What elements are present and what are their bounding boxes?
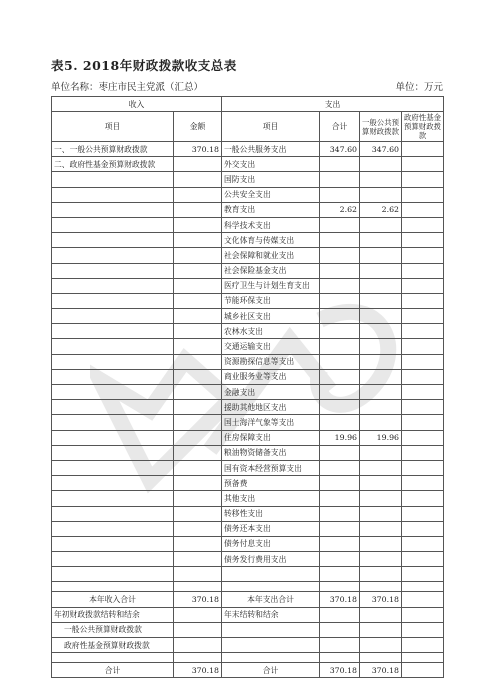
cell-in-amt [174,293,222,308]
income-header: 收入 [52,97,222,112]
empty-cell [360,653,402,663]
cell-out-gen [360,263,402,278]
year-income-total-label: 本年收入合计 [52,592,174,607]
cell-out-fund [402,172,444,187]
cell-out-gen [360,536,402,551]
cell-in-amt [174,172,222,187]
empty-cell [360,567,402,582]
empty-cell [222,582,320,592]
cell-out-gen [360,233,402,248]
table-row [52,278,444,293]
cell-in-item [52,476,174,491]
cell-out-total [320,491,360,506]
cell-out-item: 金融支出 [222,385,320,400]
cell-out-total [320,445,360,460]
cell-out-gen [360,506,402,521]
cell-out-fund [402,324,444,339]
cell-out-total [320,187,360,202]
cell-out-gen [360,385,402,400]
cell-in-amt [174,521,222,536]
cell-in-item [52,278,174,293]
summary-row [52,592,444,607]
empty-cell [360,582,402,592]
empty-cell [320,607,360,622]
cell-out-fund [402,415,444,430]
cell-in-item [52,339,174,354]
table-row [52,187,444,202]
cell-out-item: 一般公共服务支出 [222,142,320,157]
cell-in-item [52,430,174,445]
cell-out-item: 医疗卫生与计划生育支出 [222,278,320,293]
cell-in-item [52,233,174,248]
cell-out-fund [402,217,444,232]
year-expense-total-label: 本年支出合计 [222,592,320,607]
summary-row [52,567,444,582]
cell-out-total [320,263,360,278]
cell-in-amt [174,552,222,567]
cell-out-item: 外交支出 [222,157,320,172]
cell-in-amt [174,339,222,354]
cell-out-item: 住房保障支出 [222,430,320,445]
empty-cell [402,567,444,582]
cell-out-total [320,400,360,415]
cell-out-gen [360,445,402,460]
cell-out-item: 援助其他地区支出 [222,400,320,415]
cell-out-item: 社会保障和就业支出 [222,248,320,263]
cell-out-item: 交通运输支出 [222,339,320,354]
cell-out-item: 国防支出 [222,172,320,187]
unit-label: 单位：万元 [395,82,443,93]
cell-in-amt [174,476,222,491]
table-row [52,248,444,263]
spacer-row [52,653,444,663]
cell-out-fund [402,202,444,217]
cell-in-item: 二、政府性基金预算财政拨款 [52,157,174,172]
cell-in-item [52,521,174,536]
empty-cell [360,622,402,637]
cell-in-item [52,445,174,460]
cell-out-gen [360,491,402,506]
cell-in-item [52,172,174,187]
table-row [52,491,444,506]
cell-out-total [320,415,360,430]
cell-out-gen [360,278,402,293]
cell-in-amt: 370.18 [174,142,222,157]
cell-in-amt [174,415,222,430]
empty-cell [402,638,444,653]
cell-out-total [320,324,360,339]
empty-cell [320,567,360,582]
cell-in-item [52,217,174,232]
cell-out-item: 公共安全支出 [222,187,320,202]
cell-in-item [52,293,174,308]
cell-out-fund [402,263,444,278]
summary-row [52,607,444,622]
table-title: 表5. 2018年财政拨款收支总表 [51,58,237,73]
empty-cell [320,622,360,637]
table-row [52,339,444,354]
cell-out-gen [360,248,402,263]
cell-out-total [320,293,360,308]
grand-expense-amount: 370.18 [320,663,360,678]
cell-out-gen [360,157,402,172]
cell-in-amt [174,369,222,384]
cell-out-fund [402,506,444,521]
cell-out-fund [402,460,444,475]
cell-in-amt [174,187,222,202]
summary-row [52,663,444,678]
expense-header: 支出 [222,97,444,112]
cell-in-item [52,248,174,263]
cell-out-gen [360,460,402,475]
table-row [52,506,444,521]
empty-cell [222,653,320,663]
cell-out-item: 教育支出 [222,202,320,217]
cell-in-amt [174,202,222,217]
cell-out-item: 粮油物资储备支出 [222,445,320,460]
cell-in-item [52,187,174,202]
unit-name: 单位名称：枣庄市民主党派（汇总） [51,82,204,93]
cell-out-total [320,248,360,263]
table-row [52,400,444,415]
table-row [52,172,444,187]
table-row [52,521,444,536]
cell-out-fund [402,369,444,384]
empty-cell [174,653,222,663]
spacer-row [52,582,444,592]
table-row [52,293,444,308]
unit-row [51,79,443,93]
cell-out-gen [360,187,402,202]
cell-out-fund [402,430,444,445]
table-row [52,415,444,430]
empty-cell [360,607,402,622]
empty-cell [320,653,360,663]
cell-out-fund [402,157,444,172]
cell-in-item [52,309,174,324]
cell-out-gen: 347.60 [360,142,402,157]
cell-out-item: 资源勘探信息等支出 [222,354,320,369]
table-row [52,233,444,248]
carryover-fund-label: 政府性基金预算财政拨款 [52,638,174,653]
table-row [52,309,444,324]
cell-out-fund [402,536,444,551]
cell-out-total [320,385,360,400]
cell-out-gen: 19.96 [360,430,402,445]
empty-cell [222,622,320,637]
cell-out-gen [360,309,402,324]
table-row [52,430,444,445]
empty-cell [52,567,174,582]
carryover-income-label: 年初财政拨款结转和结余 [52,607,174,622]
empty-cell [402,607,444,622]
cell-out-total [320,157,360,172]
cell-in-item [52,506,174,521]
cell-in-amt [174,217,222,232]
grand-expense-general-amount: 370.18 [360,663,402,678]
cell-out-total: 347.60 [320,142,360,157]
year-expense-general-amount: 370.18 [360,592,402,607]
empty-cell [402,592,444,607]
cell-out-total [320,278,360,293]
cell-out-fund [402,248,444,263]
cell-out-item: 社会保险基金支出 [222,263,320,278]
cell-out-fund [402,233,444,248]
cell-out-gen [360,369,402,384]
empty-cell [174,567,222,582]
cell-out-gen: 2.62 [360,202,402,217]
cell-out-fund [402,354,444,369]
cell-out-item: 文化体育与传媒支出 [222,233,320,248]
cell-in-amt [174,460,222,475]
cell-out-gen [360,415,402,430]
income-item-header: 项目 [52,112,174,142]
cell-in-amt [174,385,222,400]
cell-in-item [52,202,174,217]
cell-in-amt [174,233,222,248]
cell-in-item [52,400,174,415]
cell-out-fund [402,187,444,202]
cell-out-fund [402,385,444,400]
cell-in-amt [174,430,222,445]
cell-in-amt [174,445,222,460]
cell-out-total: 2.62 [320,202,360,217]
carryover-expense-label: 年末结转和结余 [222,607,320,622]
cell-in-item [52,536,174,551]
grand-expense-label: 合计 [222,663,320,678]
carryover-general-label: 一般公共预算财政拨款 [52,622,174,637]
finance-table [51,96,444,678]
cell-out-total [320,172,360,187]
cell-out-total [320,552,360,567]
grand-income-label: 合计 [52,663,174,678]
cell-in-item [52,354,174,369]
empty-cell [402,622,444,637]
cell-out-total [320,339,360,354]
expense-item-header: 项目 [222,112,320,142]
cell-out-fund [402,521,444,536]
cell-in-item [52,552,174,567]
header-row-2 [52,112,444,142]
cell-in-item [52,385,174,400]
grand-income-amount: 370.18 [174,663,222,678]
cell-out-item: 其他支出 [222,491,320,506]
table-row [52,354,444,369]
cell-out-item: 农林水支出 [222,324,320,339]
cell-out-total [320,354,360,369]
cell-out-gen [360,476,402,491]
cell-out-total [320,521,360,536]
cell-out-gen [360,172,402,187]
cell-in-item [52,491,174,506]
table-row [52,263,444,278]
expense-total-header: 合计 [320,112,360,142]
cell-out-item: 国土海洋气象等支出 [222,415,320,430]
summary-row [52,638,444,653]
cell-out-item: 节能环保支出 [222,293,320,308]
cell-in-amt [174,309,222,324]
cell-out-item: 国有资本经营预算支出 [222,460,320,475]
cell-out-fund [402,142,444,157]
cell-out-gen [360,552,402,567]
cell-in-item [52,460,174,475]
empty-cell [402,663,444,678]
empty-cell [174,582,222,592]
empty-cell [402,653,444,663]
cell-out-fund [402,400,444,415]
cell-out-fund [402,445,444,460]
cell-out-item: 预备费 [222,476,320,491]
cell-out-gen [360,293,402,308]
cell-out-item: 债务还本支出 [222,521,320,536]
empty-cell [222,567,320,582]
cell-in-item [52,415,174,430]
cell-in-amt [174,263,222,278]
empty-cell [320,582,360,592]
cell-out-item: 商业服务业等支出 [222,369,320,384]
cell-out-item: 债务付息支出 [222,536,320,551]
cell-out-fund [402,339,444,354]
fund-budget-header: 政府性基金预算财政拨款 [402,112,444,142]
table-row [52,217,444,232]
cell-in-item: 一、一般公共预算财政拨款 [52,142,174,157]
cell-out-total [320,309,360,324]
empty-cell [360,638,402,653]
empty-cell [222,638,320,653]
empty-cell [174,638,222,653]
cell-in-amt [174,491,222,506]
cell-out-item: 科学技术支出 [222,217,320,232]
table-row [52,202,444,217]
cell-in-amt [174,324,222,339]
cell-out-fund [402,309,444,324]
cell-out-fund [402,491,444,506]
cell-out-total [320,233,360,248]
cell-out-fund [402,552,444,567]
cell-out-total [320,217,360,232]
header-row-1 [52,97,444,112]
table-row [52,324,444,339]
cell-out-total [320,536,360,551]
table-row [52,476,444,491]
cell-out-total [320,506,360,521]
cell-out-item: 转移性支出 [222,506,320,521]
cell-out-item: 债务发行费用支出 [222,552,320,567]
empty-cell [402,582,444,592]
cell-out-total: 19.96 [320,430,360,445]
cell-out-total [320,460,360,475]
cell-out-fund [402,278,444,293]
empty-cell [174,622,222,637]
cell-out-gen [360,339,402,354]
summary-row [52,622,444,637]
cell-in-item [52,324,174,339]
cell-in-amt [174,536,222,551]
table-row [52,552,444,567]
income-amount-header: 金额 [174,112,222,142]
table-row [52,369,444,384]
cell-in-amt [174,278,222,293]
cell-out-gen [360,521,402,536]
year-expense-total-amount: 370.18 [320,592,360,607]
cell-out-gen [360,324,402,339]
cell-out-gen [360,217,402,232]
general-budget-header: 一般公共预算财政拨款 [360,112,402,142]
empty-cell [52,653,174,663]
cell-in-amt [174,157,222,172]
cell-in-amt [174,248,222,263]
table-row [52,536,444,551]
cell-out-total [320,476,360,491]
empty-cell [52,582,174,592]
cell-in-amt [174,354,222,369]
cell-out-fund [402,476,444,491]
cell-in-item [52,369,174,384]
cell-out-fund [402,293,444,308]
table-row [52,445,444,460]
cell-in-item [52,263,174,278]
table-row [52,157,444,172]
cell-out-gen [360,354,402,369]
empty-cell [320,638,360,653]
cell-out-total [320,369,360,384]
cell-out-gen [360,400,402,415]
table-row [52,385,444,400]
empty-cell [174,607,222,622]
table-row [52,460,444,475]
year-income-total-amount: 370.18 [174,592,222,607]
cell-out-item: 城乡社区支出 [222,309,320,324]
cell-in-amt [174,400,222,415]
cell-in-amt [174,506,222,521]
table-row [52,142,444,157]
